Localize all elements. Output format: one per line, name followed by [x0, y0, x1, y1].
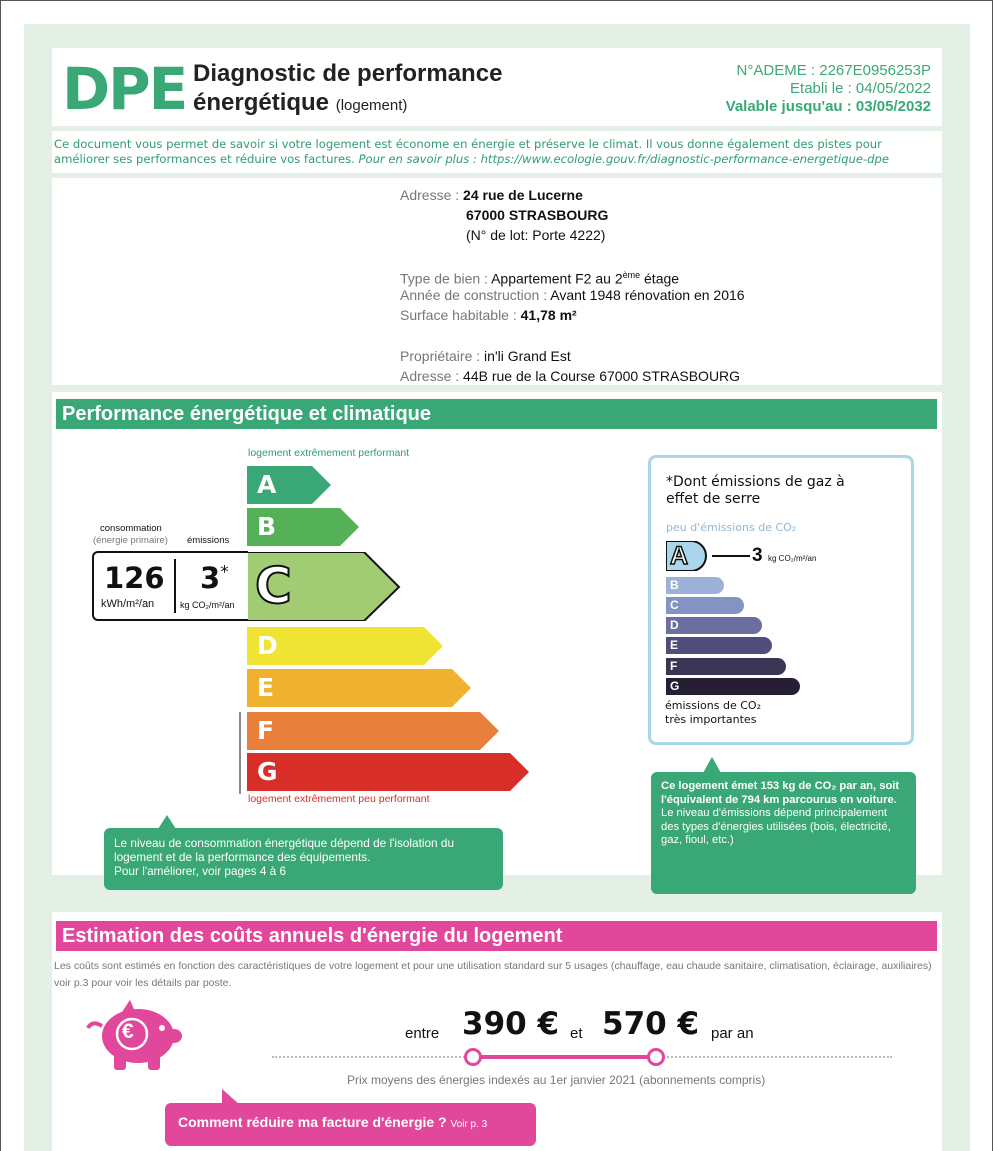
- energy-class-g: [247, 753, 531, 791]
- ghg-class-c: [666, 597, 746, 614]
- ghg-class-letter: C: [670, 598, 679, 612]
- ghg-class-b: [666, 577, 726, 594]
- energy-callout-text: Le niveau de consommation énergétique dépend de l'isolation du logement et de la performance des équipements.: [114, 836, 455, 864]
- construction-year: [400, 285, 745, 305]
- emissions-unit: kg CO₂/m²/an: [180, 600, 235, 610]
- type-label: Type de bien :: [400, 270, 488, 287]
- energy-bottom-label: logement extrêmement peu performant: [248, 793, 430, 805]
- emissions-star: *: [220, 562, 229, 583]
- ghg-bottom-label: [665, 699, 761, 727]
- piggy-bank-icon: [86, 1000, 186, 1072]
- surface: [400, 305, 577, 325]
- ghg-class-e: [666, 637, 774, 654]
- valid-until: Valable jusqu'au : 03/05/2032: [725, 98, 931, 115]
- address-line1: [400, 185, 583, 205]
- ghg-class-a: [666, 541, 708, 571]
- energy-top-label: logement extrêmement performant: [248, 447, 410, 459]
- scale-bracket: [239, 712, 241, 794]
- energy-callout: [104, 828, 503, 890]
- year-value: Avant 1948 rénovation en 2016: [550, 287, 745, 303]
- cost-min: 390 €: [462, 1006, 560, 1042]
- surface-label: Surface habitable :: [400, 307, 517, 323]
- box-divider: [174, 559, 176, 613]
- ghg-class-letter: G: [670, 679, 680, 693]
- owner-value: in'li Grand Est: [484, 348, 571, 364]
- energy-class-letter: A: [257, 470, 277, 499]
- energy-class-f: [247, 712, 501, 750]
- costs-and: et: [570, 1025, 583, 1042]
- energy-class-b: [247, 508, 361, 546]
- ghg-class-letter: E: [670, 638, 679, 652]
- ghg-unit: kg CO₂/m²/an: [768, 554, 817, 563]
- intro-text: [54, 137, 934, 167]
- ghg-marker-line: [712, 555, 750, 557]
- page-title: Diagnostic de performance: [193, 60, 503, 87]
- energy-class-a: [247, 466, 333, 504]
- type-value: Appartement F2 au 2: [491, 270, 623, 287]
- year-label: Année de construction :: [400, 287, 548, 303]
- ghg-class-g: [666, 678, 802, 695]
- energy-class-e: [247, 669, 473, 707]
- consumption-unit: kWh/m²/an: [101, 598, 155, 610]
- ghg-class-letter: F: [670, 659, 678, 673]
- surface-value: 41,78 m²: [520, 307, 577, 323]
- ghg-bottom-label1: émissions de CO₂: [665, 699, 761, 712]
- owner: [400, 346, 571, 366]
- ademe-number: N°ADEME : 2267E0956253P: [736, 62, 931, 79]
- owner-address-value: 44B rue de la Course 67000 STRASBOURG: [463, 368, 741, 384]
- address-street: 24 rue de Lucerne: [463, 187, 583, 203]
- reduce-bill-page: Voir p. 3: [450, 1119, 488, 1130]
- ghg-class-letter: D: [670, 618, 679, 632]
- title-qualifier: (logement): [335, 97, 408, 114]
- ghg-class-d: [666, 617, 764, 634]
- ademe-info: [726, 62, 931, 116]
- reduce-bill-button[interactable]: [165, 1103, 536, 1146]
- euro-symbol: €: [122, 1020, 134, 1043]
- energy-class-letter: E: [257, 673, 275, 702]
- ghg-callout: [651, 772, 916, 894]
- cost-max-handle: [647, 1048, 665, 1066]
- energy-class-letter: B: [257, 512, 277, 541]
- cost-min-handle: [464, 1048, 482, 1066]
- page-title-line2: [193, 89, 407, 120]
- owner-address-label: Adresse :: [400, 368, 460, 384]
- established-date: Etabli le : 04/05/2022: [790, 80, 931, 97]
- energy-callout-text2: Pour l'améliorer, voir pages 4 à 6: [114, 864, 287, 878]
- energy-callout-pointer: [158, 815, 176, 829]
- dpe-logo: DPE: [62, 55, 187, 123]
- intro-body: Ce document vous permet de savoir si votre logement est économe en énergie et préserve le climat. Il vous donne également des pistes pour améliorer ses performances et réduire vos factures.: [54, 137, 882, 166]
- consumption-value: 126: [104, 561, 165, 595]
- prices-note: Prix moyens des énergies indexés au 1er janvier 2021 (abonnements compris): [347, 1073, 766, 1087]
- address-line2: 67000 STRASBOURG: [466, 207, 609, 223]
- intro-link[interactable]: Pour en savoir plus : https://www.ecologie.gouv.fr/diagnostic-performance-energetique-dpe: [358, 152, 889, 166]
- ghg-bottom-label2: très importantes: [665, 713, 757, 726]
- ghg-value: 3: [752, 545, 763, 566]
- emissions-label: émissions: [187, 535, 230, 546]
- energy-class-letter: C: [255, 557, 292, 615]
- type-suffix: étage: [640, 270, 680, 287]
- energy-class-letter: D: [257, 631, 278, 660]
- costs-between: entre: [405, 1025, 440, 1042]
- address-lot: (N° de lot: Porte 4222): [466, 227, 606, 243]
- energy-class-letter: F: [257, 716, 275, 745]
- performance-section-title: Performance énergétique et climatique: [56, 399, 937, 429]
- ghg-callout-text: Le niveau d'émissions dépend principalement des types d'énergies utilisées (bois, électricité, gaz, fioul, etc.): [661, 807, 891, 846]
- address-label: Adresse :: [400, 187, 460, 203]
- ghg-title: *Dont émissions de gaz à effet de serre: [666, 474, 845, 507]
- ghg-callout-pointer: [703, 757, 721, 773]
- type-sup: ème: [622, 270, 641, 280]
- emissions-number: 3: [200, 561, 221, 595]
- owner-address: [400, 366, 740, 386]
- emissions-value: [200, 561, 229, 595]
- cost-range-fill: [472, 1055, 656, 1059]
- owner-label: Propriétaire :: [400, 348, 481, 364]
- consumption-label: consommation: [100, 523, 162, 534]
- cost-max: 570 €: [602, 1006, 700, 1042]
- costs-section-title: Estimation des coûts annuels d'énergie du logement: [56, 921, 937, 951]
- energy-class-d: [247, 627, 445, 665]
- consumption-sublabel: (énergie primaire): [93, 535, 168, 546]
- ghg-class-letter: A: [670, 542, 689, 570]
- title-word: énergétique: [193, 89, 330, 116]
- reduce-bill-label: Comment réduire ma facture d'énergie ?: [178, 1114, 447, 1130]
- energy-class-c: [247, 552, 401, 621]
- costs-description: Les coûts sont estimés en fonction des caractéristiques de votre logement et pour une utilisation standard sur 5 usages (chauffage, eau chaude sanitaire, climatisation, éclairage, auxiliaires) voir p.3 pour voir les détails par poste.: [54, 960, 932, 989]
- ghg-class-f: [666, 658, 788, 675]
- ghg-callout-bold: Ce logement émet 153 kg de CO₂ par an, soit l'équivalent de 794 km parcourus en voiture.: [661, 780, 900, 806]
- costs-per-year: par an: [711, 1025, 754, 1042]
- ghg-top-label: peu d'émissions de CO₂: [666, 521, 797, 534]
- ghg-class-letter: B: [670, 578, 679, 592]
- energy-class-letter: G: [257, 757, 278, 786]
